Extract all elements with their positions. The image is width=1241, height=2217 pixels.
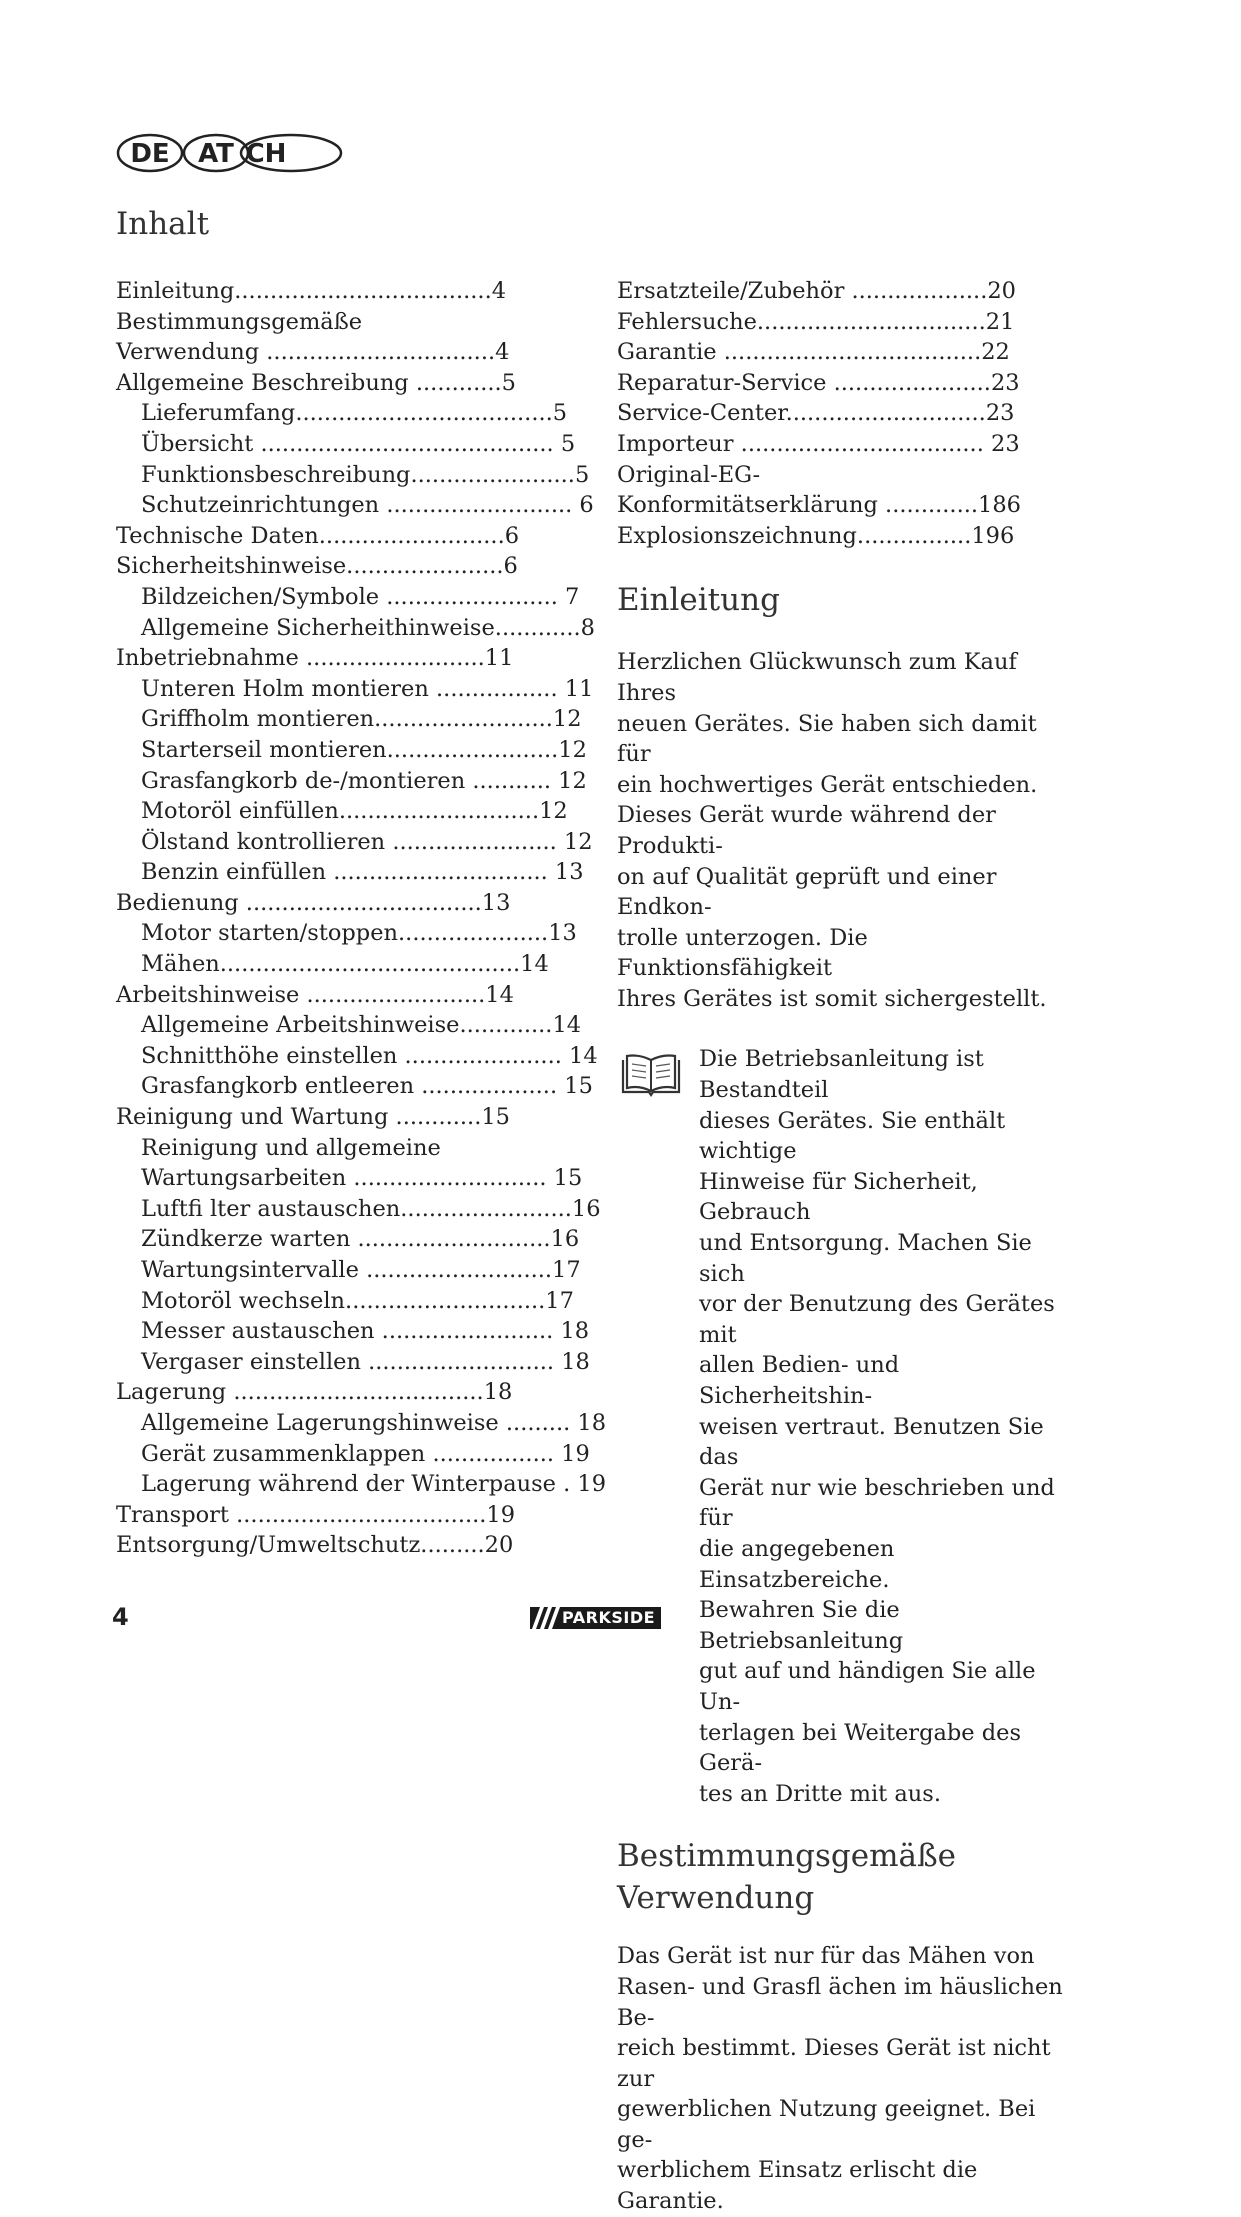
- text-line: Dieses Gerät wurde während der Produkti-: [617, 802, 996, 859]
- text-line: werblichem Einsatz erlischt die Garantie.: [617, 2157, 978, 2215]
- toc-entry: Gerät zusammenklappen ................. 19: [141, 1440, 590, 1467]
- text-line: Bewahren Sie die Betriebsanleitung: [699, 1597, 904, 1654]
- page-title: Inhalt: [116, 206, 210, 242]
- toc-entry: Ersatzteile/Zubehör ...................20: [617, 278, 1016, 304]
- toc-entry: Motoröl wechseln............................17: [141, 1287, 574, 1314]
- einleitung-heading: Einleitung: [617, 582, 780, 619]
- toc-entry: Luftfi lter austauschen........................16: [141, 1195, 601, 1222]
- toc-entry: Allgemeine Lagerungshinweise ......... 18: [141, 1409, 607, 1436]
- toc-entry: Technische Daten..........................6: [116, 522, 520, 549]
- flag-ch: CH: [245, 139, 287, 169]
- toc-entry: Original-EG-: [617, 461, 761, 488]
- text-line: und Entsorgung. Machen Sie sich: [699, 1230, 1032, 1287]
- country-flags: [116, 132, 348, 174]
- toc-entry: Starterseil montieren........................12: [141, 736, 587, 763]
- text-line: Das Gerät ist nur für das Mähen von: [617, 1943, 1035, 1970]
- text-line: terlagen bei Weitergabe des Gerä-: [699, 1719, 1022, 1777]
- toc-entry: Messer austauschen ........................ 18: [141, 1318, 590, 1345]
- toc-entry: Bildzeichen/Symbole ........................ 7: [141, 583, 580, 610]
- toc-entry: Bedienung .................................13: [116, 889, 511, 916]
- toc-entry: Lagerung ...................................18: [116, 1379, 513, 1406]
- toc-entry: Lieferumfang....................................5: [141, 400, 568, 427]
- brand-slashes-icon: [530, 1607, 560, 1629]
- toc-entry: Wartungsintervalle ..........................17: [141, 1257, 581, 1283]
- toc-right-list: [617, 276, 1077, 551]
- toc-entry: Inbetriebnahme .........................11: [116, 645, 514, 672]
- toc-entry: Griffholm montieren.........................12: [141, 706, 582, 733]
- toc-entry: Motoröl einfüllen............................12: [141, 798, 568, 825]
- country-flags-graphic: [116, 132, 348, 174]
- toc-entry: Übersicht ......................................... 5: [141, 430, 576, 457]
- toc-entry: Allgemeine Sicherheithinweise............8: [141, 614, 595, 641]
- toc-entry: Einleitung....................................4: [116, 278, 507, 304]
- text-line: Die Betriebsanleitung ist Bestandteil: [699, 1046, 984, 1104]
- toc-entry: Sicherheitshinweise......................6: [116, 553, 518, 580]
- einleitung-text: [617, 647, 1077, 1014]
- text-line: Hinweise für Sicherheit, Gebrauch: [699, 1168, 978, 1226]
- toc-entry: Zündkerze warten ...........................16: [141, 1226, 580, 1253]
- toc-entry: Funktionsbeschreibung.......................5: [141, 461, 590, 488]
- text-line: allen Bedien- und Sicherheitshin-: [699, 1352, 900, 1409]
- text-line: dieses Gerätes. Sie enthält wichtige: [699, 1107, 1006, 1165]
- toc-entry: Allgemeine Arbeitshinweise.............14: [141, 1012, 582, 1039]
- text-line: on auf Qualität geprüft und einer Endkon-: [617, 863, 997, 921]
- toc-entry: Service-Center............................23: [617, 400, 1015, 427]
- toc-entry: Allgemeine Beschreibung ............5: [116, 369, 517, 396]
- brand-name: PARKSIDE: [560, 1607, 661, 1629]
- bestimmung-heading-line1: Bestimmungsgemäße: [617, 1838, 957, 1875]
- toc-entry: Reinigung und Wartung ............15: [116, 1104, 510, 1131]
- text-line: tes an Dritte mit aus.: [699, 1780, 941, 1807]
- manual-note: [617, 1044, 1077, 1809]
- toc-entry: Transport ...................................19: [116, 1501, 516, 1528]
- toc-entry: Lagerung während der Winterpause . 19: [141, 1471, 607, 1498]
- book-icon: [619, 1052, 683, 1098]
- toc-entry: Importeur .................................. 23: [617, 430, 1020, 457]
- toc-entry: Entsorgung/Umweltschutz.........20: [116, 1532, 514, 1559]
- text-line: neuen Gerätes. Sie haben sich damit für: [617, 710, 1037, 768]
- toc-entry: Wartungsarbeiten ........................... 15: [141, 1165, 583, 1192]
- text-line: Rasen- und Grasfl ächen im häuslichen Be-: [617, 1973, 1063, 2031]
- toc-entry: Reinigung und allgemeine: [141, 1134, 441, 1161]
- toc-entry: Grasfangkorb de-/montieren ........... 12: [141, 767, 587, 794]
- text-line: Ihres Gerätes ist somit sichergestellt.: [617, 985, 1047, 1012]
- toc-entry: Unteren Holm montieren ................. 11: [141, 675, 594, 702]
- text-line: gut auf und händigen Sie alle Un-: [699, 1658, 1036, 1715]
- toc-entry: Bestimmungsgemäße: [116, 308, 363, 335]
- text-line: gewerblichen Nutzung geeignet. Bei ge-: [617, 2096, 1036, 2153]
- bestimmung-heading-line2: Verwendung: [617, 1880, 815, 1917]
- text-line: reich bestimmt. Dieses Gerät ist nicht zur: [617, 2035, 1051, 2092]
- toc-entry: Schnitthöhe einstellen ...................... 14: [141, 1042, 598, 1069]
- toc-entry: Vergaser einstellen .......................... 18: [141, 1348, 590, 1375]
- toc-left-column: [116, 276, 607, 1561]
- toc-entry: Explosionszeichnung................196: [617, 522, 1015, 549]
- toc-entry: Garantie ....................................22: [617, 339, 1010, 366]
- toc-entry: Motor starten/stoppen.....................13: [141, 920, 577, 947]
- toc-entry: Verwendung ................................4: [116, 339, 510, 366]
- page-number: 4: [112, 1603, 129, 1631]
- toc-entry: Konformitätserklärung .............186: [617, 492, 1021, 519]
- right-column: [617, 276, 1077, 2217]
- toc-entry: Benzin einfüllen .............................. 13: [141, 859, 584, 886]
- text-line: ein hochwertiges Gerät entschieden.: [617, 771, 1038, 798]
- toc-entry: Reparatur-Service ......................23: [617, 369, 1020, 396]
- text-line: vor der Benutzung des Gerätes mit: [699, 1291, 1055, 1348]
- toc-entry: Arbeitshinweise .........................14: [116, 981, 514, 1008]
- text-line: trolle unterzogen. Die Funktionsfähigkeit: [617, 924, 868, 982]
- text-line: die angegebenen Einsatzbereiche.: [699, 1535, 895, 1593]
- bestimmung-heading: [617, 1835, 1077, 1919]
- toc-entry: Mähen..........................................14: [141, 951, 549, 978]
- toc-entry: Fehlersuche................................21: [617, 308, 1015, 335]
- flag-de: DE: [130, 139, 170, 169]
- toc-entry: Grasfangkorb entleeren ................... 15: [141, 1073, 593, 1100]
- flag-at: AT: [198, 139, 234, 169]
- toc-entry: Schutzeinrichtungen .......................... 6: [141, 492, 594, 519]
- toc-entry: Ölstand kontrollieren ....................... 12: [141, 828, 593, 855]
- brand-logo: [530, 1607, 661, 1629]
- manual-note-text: [699, 1044, 1077, 1809]
- text-line: Herzlichen Glückwunsch zum Kauf Ihres: [617, 649, 1017, 706]
- text-line: Gerät nur wie beschrieben und für: [699, 1474, 1055, 1532]
- bestimmung-text: [617, 1941, 1077, 2216]
- text-line: weisen vertraut. Benutzen Sie das: [699, 1413, 1044, 1471]
